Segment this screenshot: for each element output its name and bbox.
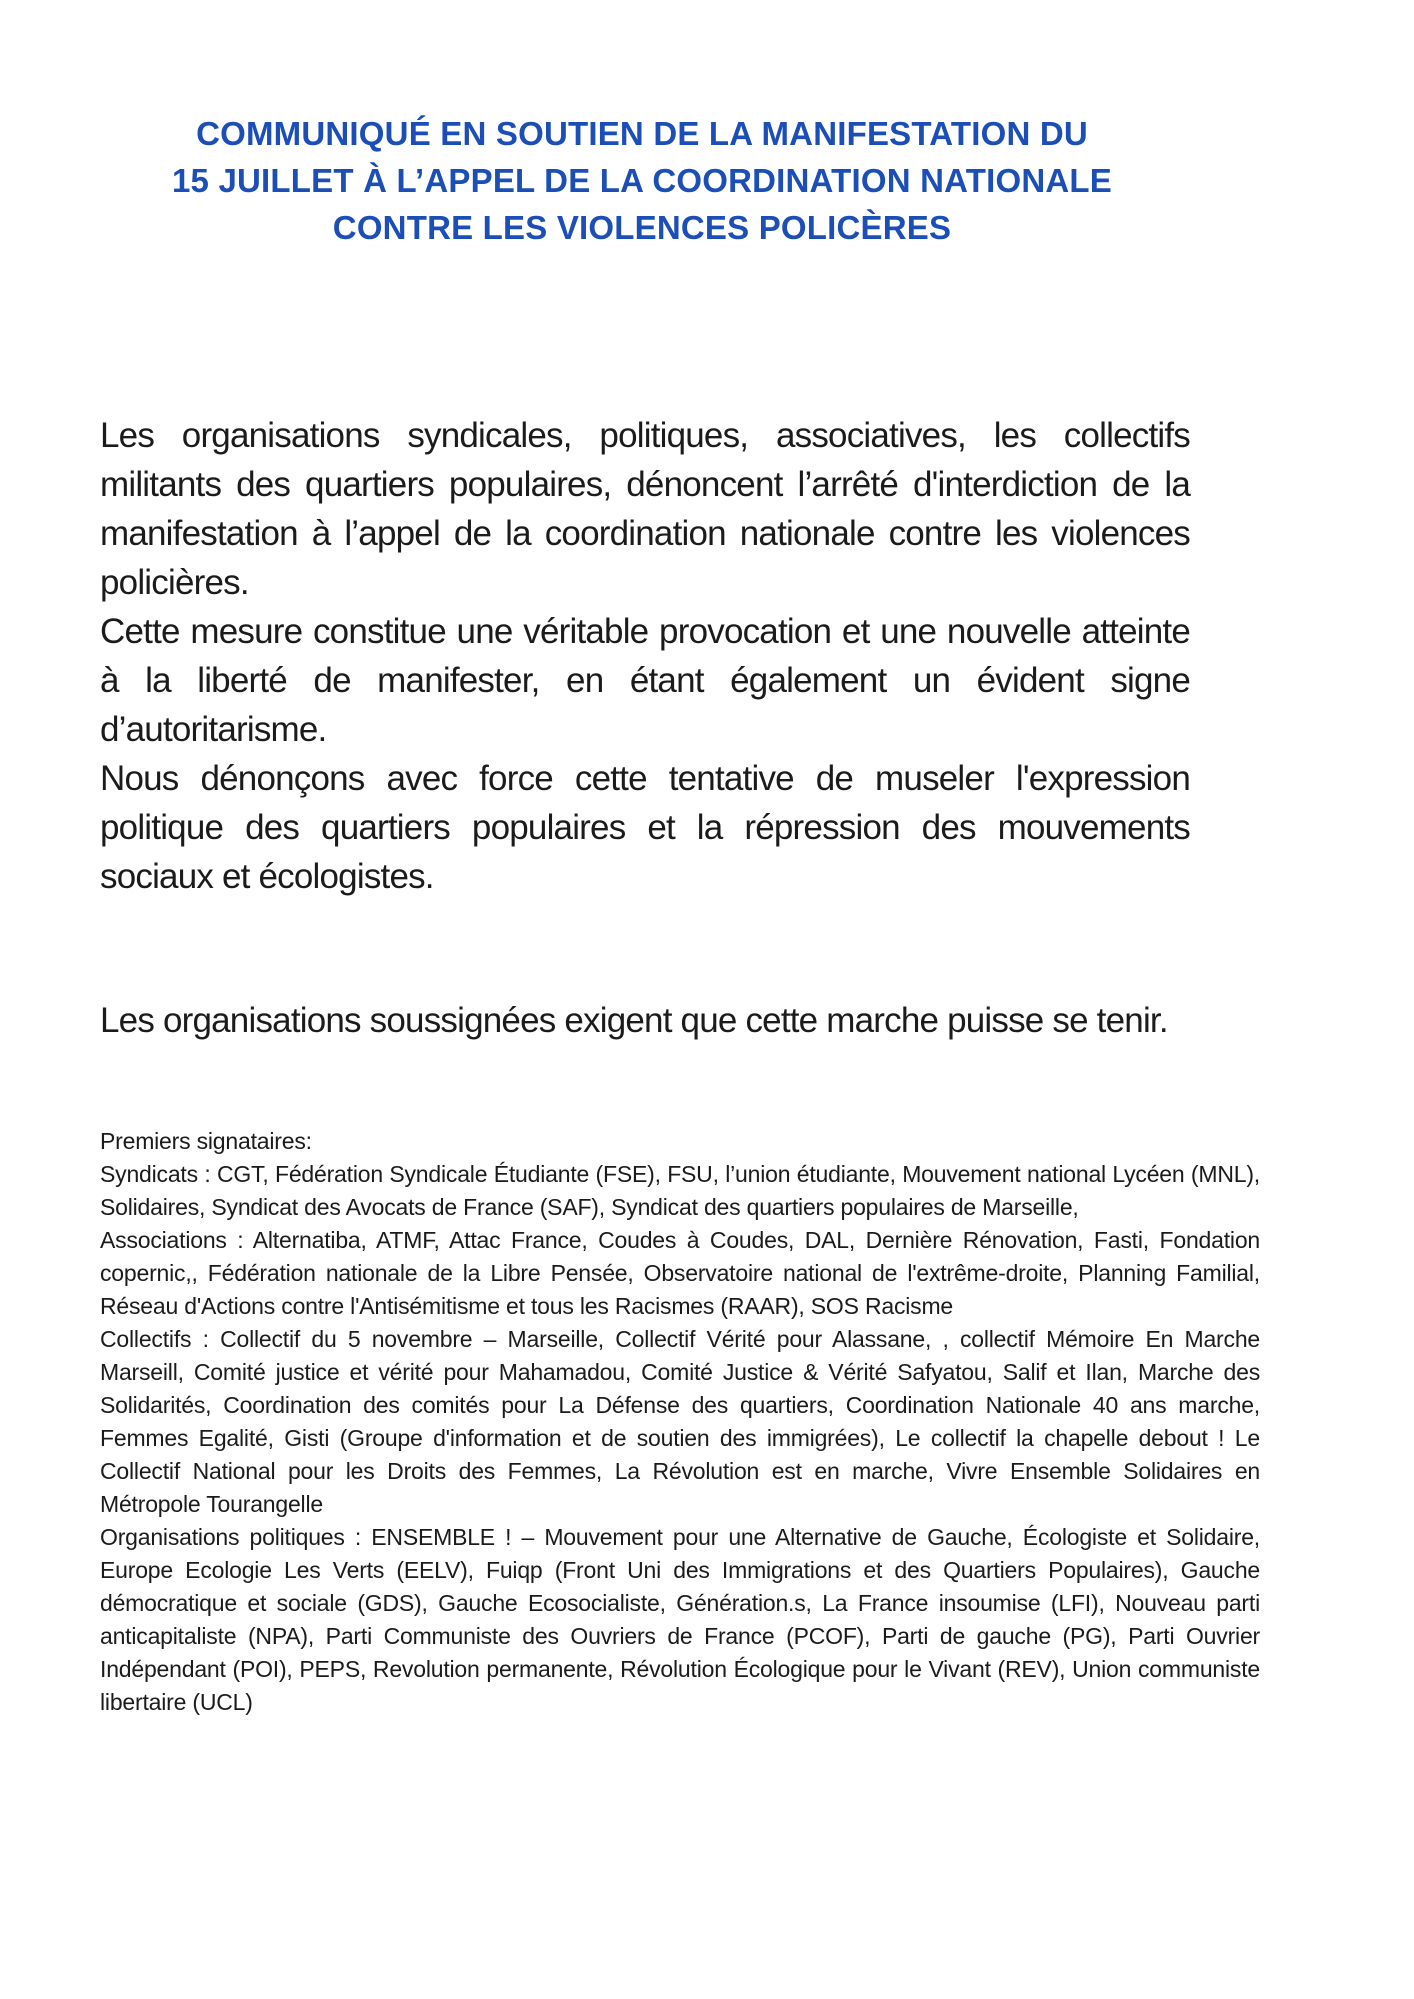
page-title <box>100 0 1314 251</box>
title-line-1: COMMUNIQUÉ EN SOUTIEN DE LA MANIFESTATION DU <box>196 115 1088 152</box>
title-line-2: 15 JUILLET À L’APPEL DE LA COORDINATION NATIONALE <box>172 162 1112 199</box>
paragraph-museler: Nous dénonçons avec force cette tentative de museler l'expression politique des quartiers populaires et la répression des mouvements sociaux et écologistes. <box>100 759 1190 896</box>
closing-paragraph: Les organisations soussignées exigent que cette marche puisse se tenir. <box>100 1001 1168 1040</box>
title-line-3: CONTRE LES VIOLENCES POLICÈRES <box>332 209 952 246</box>
signatories-section <box>100 1125 1314 1719</box>
signatories-group-associations: Associations : Alternatiba, ATMF, Attac France, Coudes à Coudes, DAL, Dernière Rénovation, Fasti, Fondation copernic,, Fédération nationale de la Libre Pensée, Observatoire national de l'extrême-droite, Planning Familial, Réseau d'Actions contre l'Antisémitisme et tous les Racismes (RAAR), SOS Racisme <box>100 1227 1260 1319</box>
signatories-group-collectifs: Collectifs : Collectif du 5 novembre – Marseille, Collectif Vérité pour Alassane, , collectif Mémoire En Marche Marseill, Comité justice et vérité pour Mahamadou, Comité Justice & Vérité Safyatou, Salif et Ilan, Marche des Solidarités, Coordination des comités pour La Défense des quartiers, Coordination Nationale 40 ans marche, Femmes Egalité, Gisti (Groupe d'information et de soutien des immigrées), Le collectif la chapelle debout ! Le Collectif National pour les Droits des Femmes, La Révolution est en marche, Vivre Ensemble Solidaires en Métropole Tourangelle <box>100 1326 1260 1517</box>
signatories-group-organisations-politiques: Organisations politiques : ENSEMBLE ! – Mouvement pour une Alternative de Gauche, Écologiste et Solidaire, Europe Ecologie Les Verts (EELV), Fuiqp (Front Uni des Immigrations et des Quartiers Populaires), Gauche démocratique et sociale (GDS), Gauche Ecosocialiste, Génération.s, La France insoumise (LFI), Nouveau parti anticapitaliste (NPA), Parti Communiste des Ouvriers de France (PCOF), Parti de gauche (PG), Parti Ouvrier Indépendant (POI), PEPS, Revolution permanente, Révolution Écologique pour le Vivant (REV), Union communiste libertaire (UCL) <box>100 1524 1260 1715</box>
signatories-group-syndicats: Syndicats : CGT, Fédération Syndicale Étudiante (FSE), FSU, l’union étudiante, Mouvement national Lycéen (MNL), Solidaires, Syndicat des Avocats de France (SAF), Syndicat des quartiers populaires de Marseille, <box>100 1161 1260 1220</box>
paragraph-provocation: Cette mesure constitue une véritable provocation et une nouvelle atteinte à la liberté de manifester, en étant également un évident signe d’autoritarisme. <box>100 612 1190 749</box>
signatories-heading: Premiers signataires: <box>100 1128 312 1154</box>
body-text <box>100 411 1314 1045</box>
paragraph-denonciation: Les organisations syndicales, politiques, associatives, les collectifs militants des quartiers populaires, dénoncent l’arrêté d'interdiction de la manifestation à l’appel de la coordination nationale contre les violences policières. <box>100 416 1190 602</box>
